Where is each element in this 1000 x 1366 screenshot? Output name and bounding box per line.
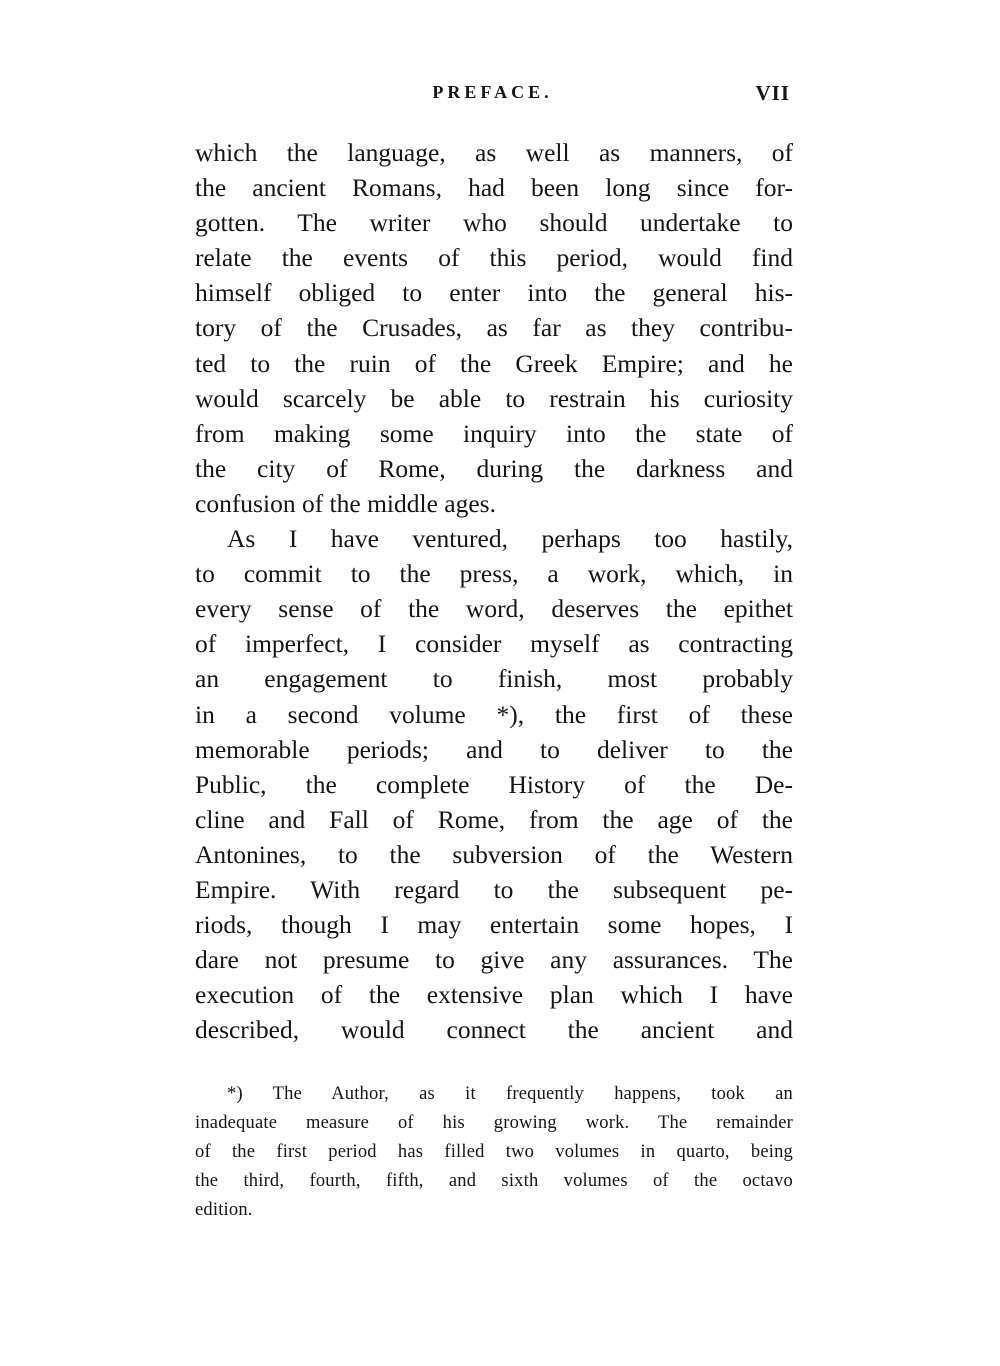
text-line-11: confusion of the middle ages. [195, 488, 496, 518]
text-line-2: the ancient Romans, had been long since for- [195, 173, 793, 203]
footnote [195, 1080, 793, 1225]
text-line-22: Empire. With regard to the subsequent pe- [195, 874, 793, 904]
page-number: VII [755, 81, 790, 105]
text-line-1: which the language, as well as manners, of [195, 138, 793, 167]
footnote-line-5: edition. [195, 1200, 253, 1220]
text-line-3: gotten. The writer who should undertake to [195, 208, 793, 238]
text-line-10: the city of Rome, during the darkness and [195, 453, 793, 483]
footnote-line-4: the third, fourth, fifth, and sixth volumes of the octavo [195, 1171, 793, 1191]
text-line-23: riods, though I may entertain some hopes, I [195, 910, 793, 940]
text-line-14: every sense of the word, deserves the epithet [195, 594, 793, 624]
text-line-16: an engagement to finish, most probably [195, 664, 793, 694]
text-line-18: memorable periods; and to deliver to the [195, 734, 793, 764]
footnote-line-1: *) The Author, as it frequently happens, took an [227, 1084, 793, 1104]
text-line-24: dare not presume to give any assurances. The [195, 945, 793, 975]
text-line-4: relate the events of this period, would find [195, 243, 793, 273]
text-line-9: from making some inquiry into the state of [195, 418, 793, 448]
text-line-21: Antonines, to the subversion of the Western [195, 839, 793, 869]
text-line-25: execution of the extensive plan which I have [195, 980, 793, 1010]
text-line-6: tory of the Crusades, as far as they contribu- [195, 313, 793, 343]
main-text [195, 135, 793, 1047]
text-line-20: cline and Fall of Rome, from the age of the [195, 804, 793, 834]
text-line-26: described, would connect the ancient and [195, 1015, 793, 1045]
text-line-5: himself obliged to enter into the general his- [195, 278, 793, 308]
footnote-line-3: of the first period has filled two volumes in quarto, being [195, 1142, 793, 1162]
text-line-19: Public, the complete History of the De- [195, 769, 793, 799]
footnote-line-2: inadequate measure of his growing work. The remainder [195, 1113, 793, 1133]
text-line-8: would scarcely be able to restrain his curiosity [195, 383, 793, 413]
text-line-13: to commit to the press, a work, which, in [195, 559, 793, 589]
text-line-12: As I have ventured, perhaps too hastily, [227, 524, 793, 554]
running-head [195, 82, 790, 110]
text-line-15: of imperfect, I consider myself as contracting [195, 629, 793, 659]
running-title: PREFACE. [432, 82, 553, 102]
text-line-17: in a second volume *), the first of these [195, 699, 793, 729]
text-line-7: ted to the ruin of the Greek Empire; and he [195, 348, 793, 378]
